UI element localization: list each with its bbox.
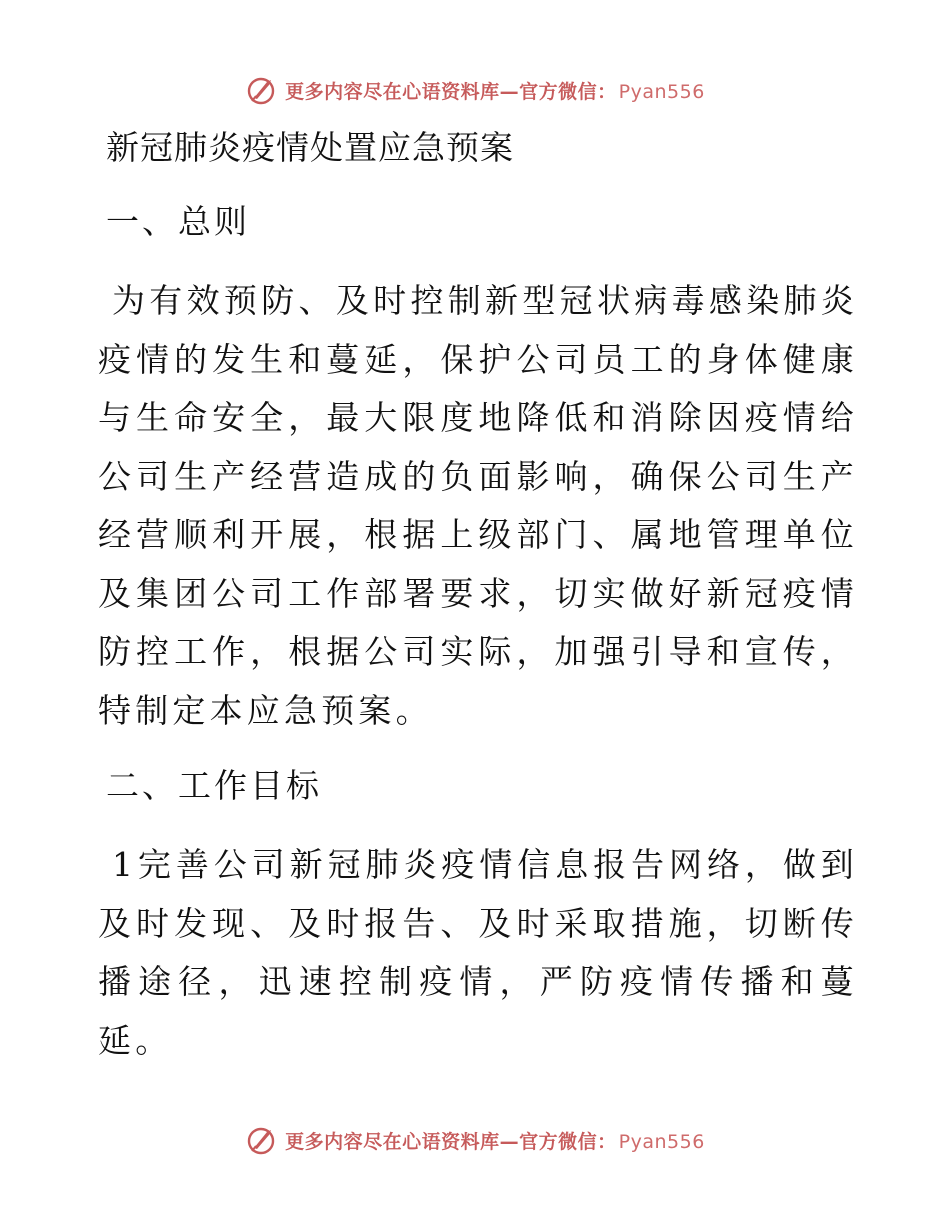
watermark-text: [285, 1127, 705, 1154]
watermark-label: 更多内容尽在心语资料库—官方微信：: [285, 1130, 617, 1153]
watermark-text: [285, 77, 705, 104]
watermark-handle: Pyan556: [618, 80, 705, 103]
quill-pen-icon: [245, 1124, 277, 1156]
watermark-handle: Pyan556: [618, 1130, 705, 1153]
quill-pen-icon: [245, 74, 277, 106]
paragraph-objectives: 1完善公司新冠肺炎疫情信息报告网络，做到及时发现、及时报告、及时采取措施，切断传播途径，迅速控制疫情，严防疫情传播和蔓延。: [98, 845, 858, 1060]
document-body: [98, 120, 858, 1070]
header-watermark: [0, 70, 950, 110]
document-title: 新冠肺炎疫情处置应急预案: [106, 128, 514, 167]
watermark-label: 更多内容尽在心语资料库—官方微信：: [285, 80, 617, 103]
footer-watermark: [0, 1120, 950, 1160]
section-heading-general: 一、总则: [106, 202, 250, 241]
section-heading-objectives: 二、工作目标: [106, 766, 322, 805]
paragraph-general: 为有效预防、及时控制新型冠状病毒感染肺炎疫情的发生和蔓延，保护公司员工的身体健康与生命安全，最大限度地降低和消除因疫情给公司生产经营造成的负面影响，确保公司生产经营顺利开展，根据上级部门、属地管理单位及集团公司工作部署要求，切实做好新冠疫情防控工作，根据公司实际，加强引导和宣传，特制定本应急预案。: [98, 281, 858, 730]
